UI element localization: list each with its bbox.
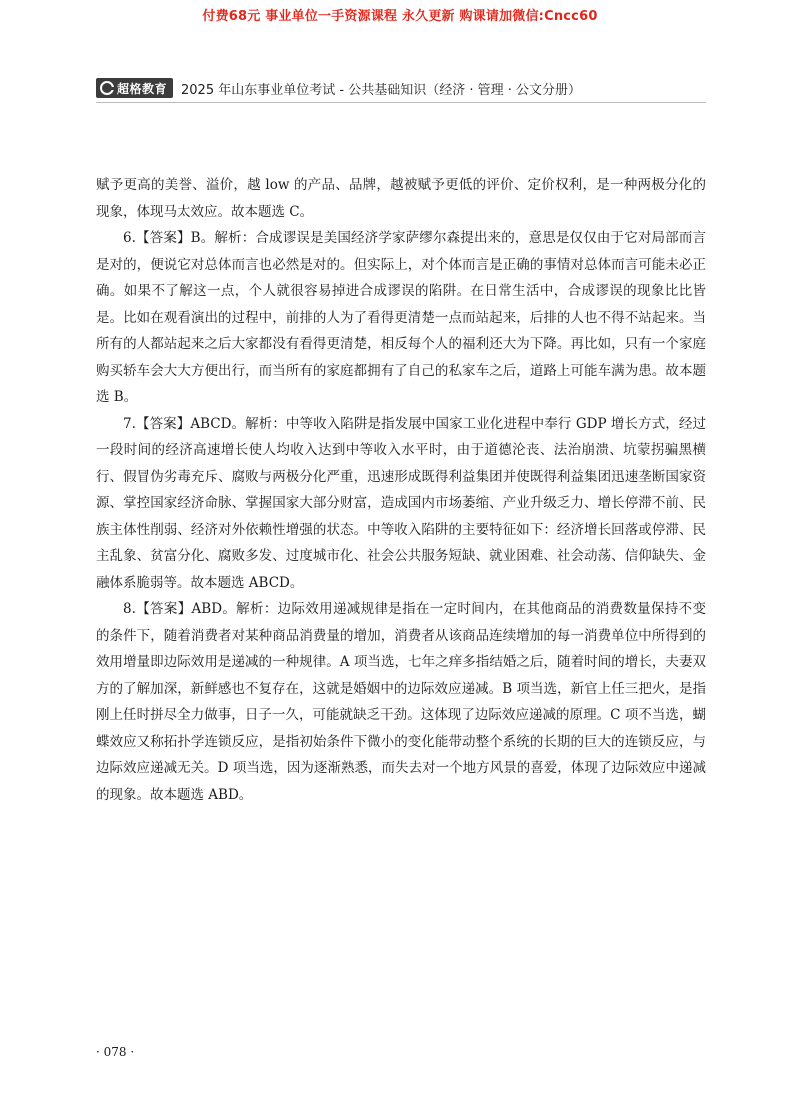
body-text: [96, 172, 706, 808]
answer-6: 6.【答案】B。解析：合成谬误是美国经济学家萨缪尔森提出来的，意思是仅仅由于它对局部而言是对的，便说它对总体而言也必然是对的。但实际上，对个体而言是正确的事情对总体而言可能未必正确。如果不了解这一点，个人就很容易掉进合成谬误的陷阱。在日常生活中，合成谬误的现象比比皆是。比如在观看演出的过程中，前排的人为了看得更清楚一点而站起来，后排的人也不得不站起来。当所有的人都站起来之后大家都没有看得更清楚，相反每个人的福利还大为下降。再比如，只有一个家庭购买轿车会大大方便出行，而当所有的家庭都拥有了自己的私家车之后，道路上可能车满为患。故本题选 B。: [96, 230, 706, 405]
answer-8: 8.【答案】ABD。解析：边际效用递减规律是指在一定时间内，在其他商品的消费数量保持不变的条件下，随着消费者对某种商品消费量的增加，消费者从该商品连续增加的每一消费单位中所得到的效用增量即边际效用是递减的一种规律。A 项当选，七年之痒多指结婚之后，随着时间的增长，夫妻双方的了解加深，新鲜感也不复存在，这就是婚姻中的边际效应递减。B 项当选，新官上任三把火，是指刚上任时拼尽全力做事，日子一久，可能就缺乏干劲。这体现了边际效应递减的原理。C 项不当选，蝴蝶效应又称拓扑学连锁反应，是指初始条件下微小的变化能带动整个系统的长期的巨大的连锁反应，与边际效应递减无关。D 项当选，因为逐渐熟悉，而失去对一个地方风景的喜爱，体现了边际效应中递减的现象。故本题选 ABD。: [96, 601, 706, 803]
book-title: 2025 年山东事业单位考试 - 公共基础知识（经济 · 管理 · 公文分册）: [181, 82, 581, 98]
logo-text: 超格教育: [117, 81, 168, 96]
publisher-logo: [96, 78, 173, 98]
answer-7: 7.【答案】ABCD。解析：中等收入陷阱是指发展中国家工业化进程中奉行 GDP 增长方式，经过一段时间的经济高速增长使人均收入达到中等收入水平时，由于道德沦丧、法治崩溃、坑蒙拐骗黑横行、假冒伪劣毒充斥、腐败与两极分化严重，迅速形成既得利益集团并使既得利益集团迅速垄断国家资源、掌控国家经济命脉、掌握国家大部分财富，造成国内市场萎缩、产业升级乏力、增长停滞不前、民族主体性削弱、经济对外依赖性增强的状态。中等收入陷阱的主要特征如下：经济增长回落或停滞、民主乱象、贫富分化、腐败多发、过度城市化、社会公共服务短缺、就业困难、社会动荡、信仰缺失、金融体系脆弱等。故本题选 ABCD。: [96, 415, 706, 591]
chaoge-logo-icon: [100, 81, 114, 95]
page-number: · 078 ·: [96, 1045, 135, 1059]
page-header: [96, 76, 706, 100]
promo-banner: 付费68元 事业单位一手资源课程 永久更新 购课请加微信:Cncc60: [202, 9, 598, 24]
header-divider: [96, 102, 706, 103]
paragraph-continuation: 赋予更高的美誉、溢价，越 low 的产品、品牌，越被赋予更低的评价、定价权利，是一种两极分化的现象，体现马太效应。故本题选 C。: [96, 177, 706, 220]
